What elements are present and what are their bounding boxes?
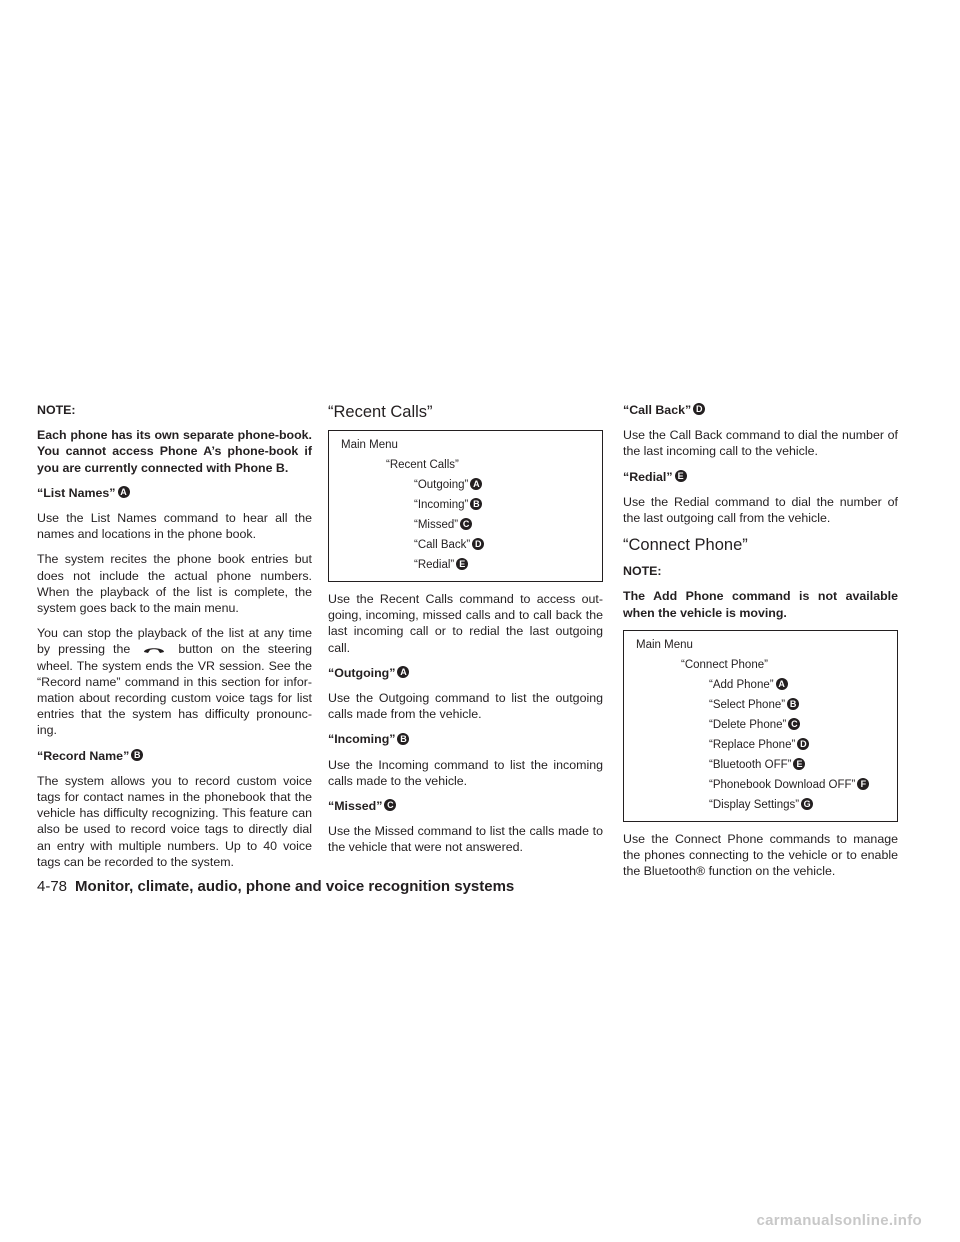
menu-item-label: “Display Settings”: [709, 798, 800, 811]
callout-a-icon: A: [470, 478, 482, 490]
phone-hangup-icon: [142, 645, 166, 655]
menu-item-label: “Incoming”: [414, 499, 469, 511]
callout-f-icon: F: [857, 778, 869, 790]
menu-item: [329, 555, 602, 575]
callout-b-icon: B: [131, 749, 143, 761]
outgoing-heading: [328, 665, 603, 681]
callout-b-icon: B: [470, 498, 482, 510]
column-left: [37, 402, 312, 879]
menu-item-label: “Bluetooth OFF”: [709, 758, 792, 771]
callout-b-icon: B: [787, 698, 799, 710]
menu-item: [329, 535, 602, 555]
menu-item-label: “Select Phone”: [709, 698, 786, 711]
menu-item: [624, 795, 897, 815]
redial-title: “Redial”: [623, 469, 673, 484]
menu-item: [624, 695, 897, 715]
callout-e-icon: E: [793, 758, 805, 770]
menu-item-label: “Replace Phone”: [709, 738, 796, 751]
callout-d-icon: D: [797, 738, 809, 750]
missed-heading: [328, 798, 603, 814]
recent-calls-heading: “Recent Calls”: [328, 403, 433, 421]
incoming-title: “Incoming”: [328, 732, 396, 747]
callout-b-icon: B: [397, 733, 409, 745]
column-right: [623, 402, 898, 888]
record-name-heading: [37, 748, 312, 764]
callout-d-icon: D: [693, 403, 705, 415]
outgoing-title: “Outgoing”: [328, 665, 396, 680]
page-footer: [37, 878, 514, 895]
menu-item-label: “Phonebook Download OFF”: [709, 778, 856, 791]
menu-root: Main Menu: [636, 638, 693, 651]
note-text: Each phone has its own separate phone-book. You cannot access Phone A’s phone-book if you are currently connected with Phone B.: [37, 428, 312, 475]
missed-title: “Missed”: [328, 799, 383, 814]
column-middle: [328, 402, 603, 865]
connect-phone-heading: “Connect Phone”: [623, 536, 748, 555]
call-back-title: “Call Back”: [623, 403, 692, 417]
menu-item: [329, 495, 602, 515]
list-names-paragraph-1: Use the List Names command to hear all the names and locations in the phone book.: [37, 511, 312, 542]
incoming-heading: [328, 731, 603, 747]
outgoing-paragraph: Use the Outgoing command to list the outgoing calls made from the vehicle.: [328, 691, 603, 722]
connect-phone-menu-tree: [623, 630, 898, 822]
callout-d-icon: D: [472, 538, 484, 550]
menu-item-label: “Delete Phone”: [709, 718, 787, 731]
list-names-paragraph-2: The system recites the phone book entries but does not include the actual phone numbers. When the playback of the list is complete, the system goes back to the main menu.: [37, 552, 312, 616]
record-name-paragraph: The system allows you to record custom voice tags for contact names in the phonebook that the vehicle has difficulty recognizing. This feature can also be used to record voice tags to directly dial an entry with multiple numbers. Up to 40 voice tags can be recorded to the system.: [37, 773, 312, 869]
menu-item: [624, 775, 897, 795]
connect-phone-paragraph: Use the Connect Phone commands to manage the phones connecting to the vehicle or to enable the Bluetooth® function on the vehicle.: [623, 831, 898, 879]
menu-item: [624, 755, 897, 775]
callout-c-icon: C: [788, 718, 800, 730]
menu-item-label: “Missed”: [414, 519, 459, 531]
recent-calls-menu-tree: [328, 430, 603, 582]
menu-item-label: “Call Back”: [414, 539, 471, 551]
menu-item: [624, 715, 897, 735]
redial-paragraph: Use the Redial command to dial the number of the last outgoing call from the vehicle.: [623, 494, 898, 526]
watermark: carmanualsonline.info: [756, 1212, 922, 1229]
callout-a-icon: A: [397, 666, 409, 678]
callout-c-icon: C: [460, 518, 472, 530]
redial-heading: [623, 469, 898, 485]
call-back-paragraph: Use the Call Back command to dial the number of the last incoming call to the vehicle.: [623, 428, 898, 459]
callout-e-icon: E: [456, 558, 468, 570]
menu-item-label: “Add Phone”: [709, 678, 774, 691]
menu-item: [329, 475, 602, 495]
menu-item: [329, 515, 602, 535]
menu-item: [624, 735, 897, 755]
page-number: 4-78: [37, 878, 68, 895]
stop-playback-text-after: button on the steering wheel. The system ends the VR session. See the “Record name” command in this section for infor-mation about recording custom voice tags for list entries that the system has difficulty pronounc-ing.: [37, 642, 312, 738]
menu-sub: “Recent Calls”: [386, 459, 459, 471]
list-names-heading: [37, 485, 312, 501]
missed-paragraph: Use the Missed command to list the calls made to the vehicle that were not answered.: [328, 824, 603, 855]
note-text: The Add Phone command is not available when the vehicle is moving.: [623, 589, 898, 620]
recent-calls-intro: Use the Recent Calls command to access out-going, incoming, missed calls and to call back the last incoming call or to redial the last outgoing call.: [328, 592, 603, 655]
menu-item-label: “Redial”: [414, 559, 455, 571]
stop-playback-text-before: You can stop the playback of the list at any time by pressing the: [37, 626, 312, 657]
menu-item-label: “Outgoing”: [414, 479, 469, 491]
menu-item: [624, 675, 897, 695]
menu-sub: “Connect Phone”: [681, 658, 768, 671]
stop-playback-paragraph: [37, 625, 312, 738]
record-name-title: “Record Name”: [37, 748, 130, 763]
call-back-heading: [623, 402, 898, 418]
callout-a-icon: A: [118, 486, 130, 498]
section-title: Monitor, climate, audio, phone and voice recognition systems: [75, 878, 515, 895]
note-label: NOTE:: [623, 564, 662, 579]
incoming-paragraph: Use the Incoming command to list the incoming calls made to the vehicle.: [328, 757, 603, 788]
callout-a-icon: A: [776, 678, 788, 690]
callout-c-icon: C: [384, 799, 396, 811]
callout-e-icon: E: [675, 470, 687, 482]
callout-g-icon: G: [801, 798, 813, 810]
note-label: NOTE:: [37, 403, 76, 417]
menu-root: Main Menu: [341, 439, 398, 451]
list-names-title: “List Names”: [37, 485, 116, 500]
